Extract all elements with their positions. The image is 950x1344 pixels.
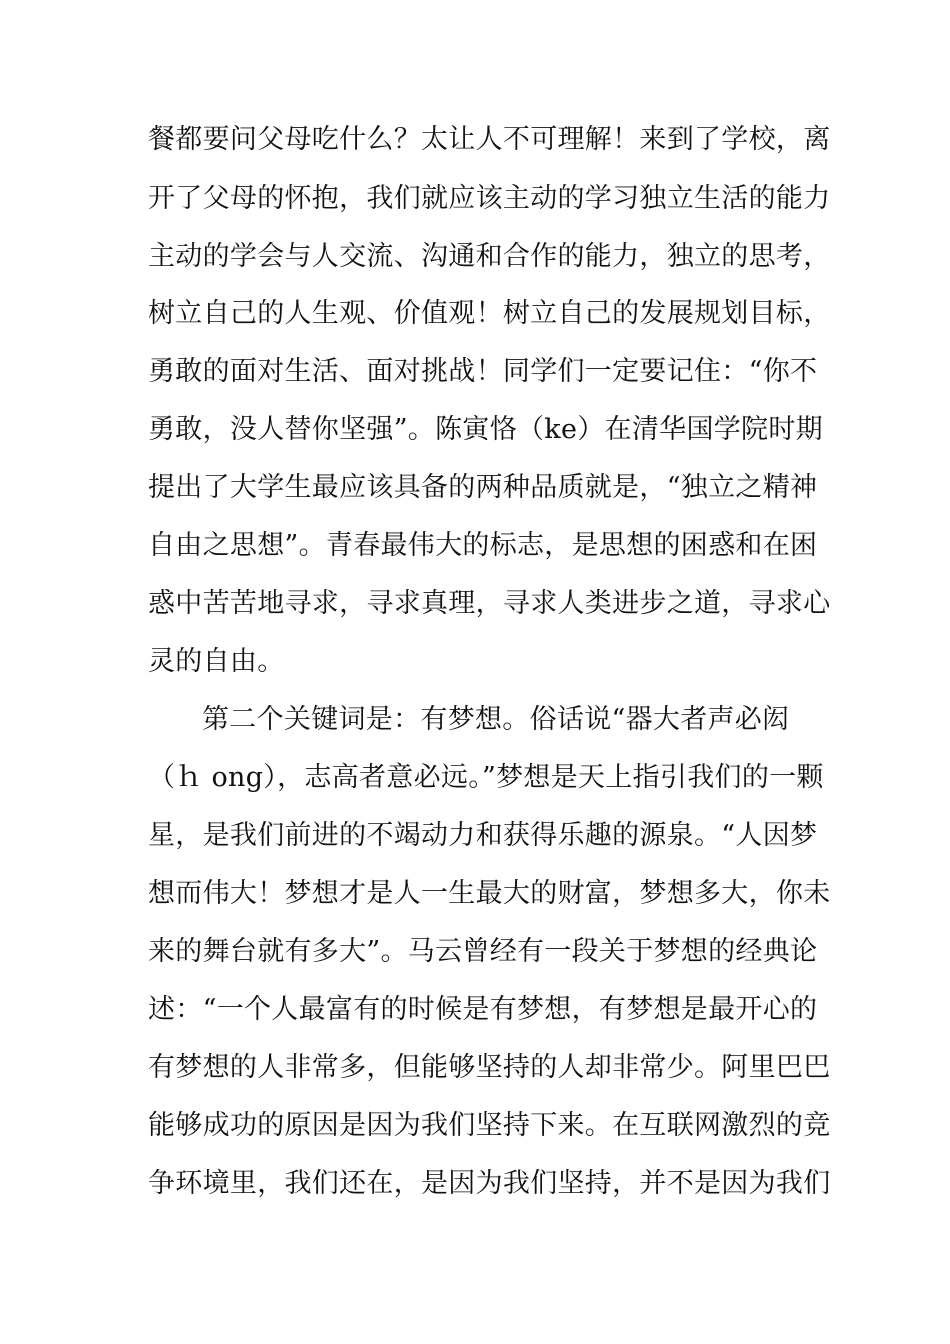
text-line: 自由之思想”。青春最伟大的标志，是思想的困惑和在困 xyxy=(148,530,818,561)
text-line: （ｈ ong），志高者意必远。”梦想是天上指引我们的一颗 xyxy=(148,762,824,793)
text-line: 开了父母的怀抱，我们就应该主动的学习独立生活的能力 xyxy=(148,183,831,214)
text-line: 想而伟大！梦想才是人一生最大的财富，梦想多大，你未 xyxy=(148,878,831,909)
text-line: 惑中苦苦地寻求，寻求真理，寻求人类进步之道，寻求心 xyxy=(148,588,831,619)
text-line: 星，是我们前进的不竭动力和获得乐趣的源泉。“人因梦 xyxy=(148,820,818,851)
text-line: 树立自己的人生观、价值观！树立自己的发展规划目标， xyxy=(148,298,831,329)
text-line: 能够成功的原因是因为我们坚持下来。在互联网激烈的竞 xyxy=(148,1110,831,1141)
text-line: 勇敢的面对生活、面对挑战！同学们一定要记住：“你不 xyxy=(148,356,818,387)
paragraph-first-line: 第二个关键词是：有梦想。俗话说“器大者声必闳 xyxy=(202,704,790,735)
text-line: 来的舞台就有多大”。马云曾经有一段关于梦想的经典论 xyxy=(148,936,818,967)
text-line: 餐都要问父母吃什么？太让人不可理解！来到了学校，离 xyxy=(148,124,831,155)
text-line: 述：“一个人最富有的时候是有梦想，有梦想是最开心的 xyxy=(148,994,818,1025)
text-line: 有梦想的人非常多，但能够坚持的人却非常少。阿里巴巴 xyxy=(148,1052,831,1083)
text-line: 争环境里，我们还在，是因为我们坚持，并不是因为我们 xyxy=(148,1168,831,1199)
text-line: 提出了大学生最应该具备的两种品质就是，“独立之精神 xyxy=(148,472,818,503)
text-line: 勇敢，没人替你坚强”。陈寅恪（ke）在清华国学院时期 xyxy=(148,414,823,445)
text-line: 灵的自由。 xyxy=(148,646,285,677)
text-line: 主动的学会与人交流、沟通和合作的能力，独立的思考， xyxy=(148,241,831,272)
